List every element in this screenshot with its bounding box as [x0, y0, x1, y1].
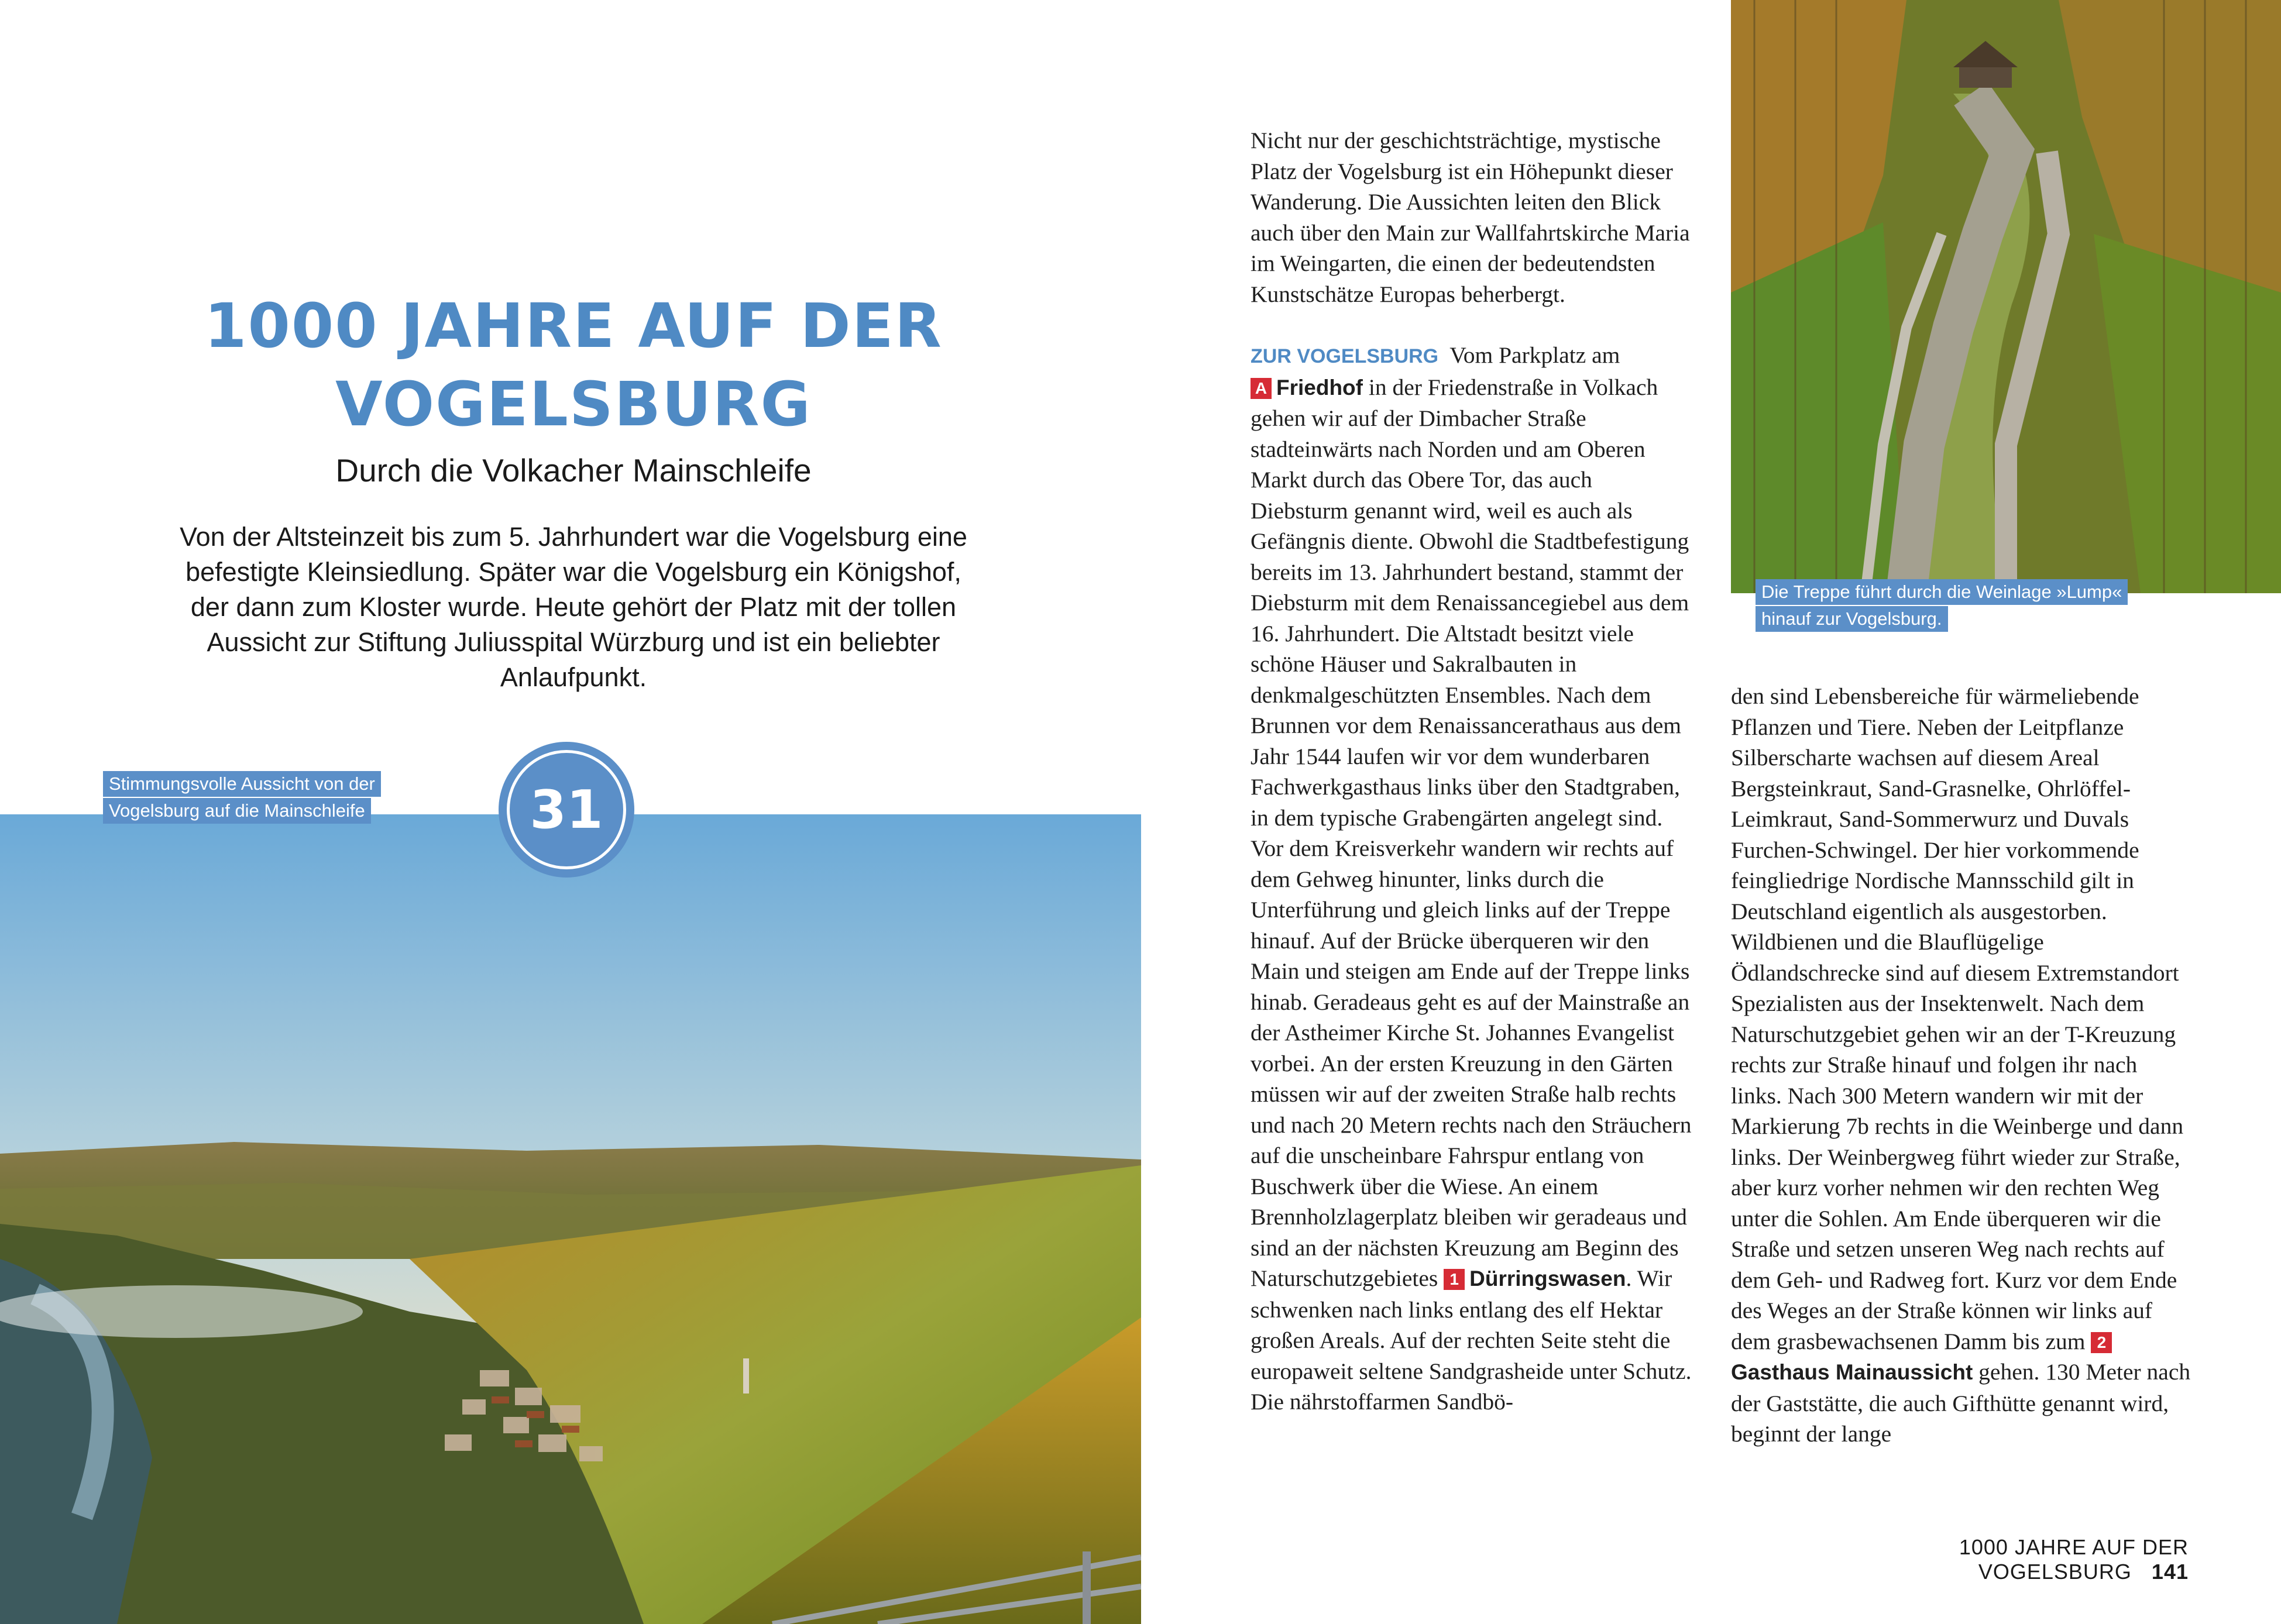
chapter-title-line-2: VOGELSBURG — [335, 369, 812, 440]
waypoint-name-1: Dürringswasen — [1469, 1267, 1626, 1291]
left-caption-line-1: Stimmungsvolle Aussicht von der — [103, 771, 381, 797]
text-column-right — [1731, 681, 2193, 1450]
vineyard-stairs-photo — [1731, 0, 2281, 593]
tour-number: 31 — [507, 750, 626, 869]
waypoint-marker-a: A — [1251, 378, 1272, 399]
route-text-a: Vom Parkplatz am — [1449, 342, 1620, 368]
route-text-b: in der Friedenstraße in Volkach gehen wir auf der Dimbacher Straße stadteinwärts nach Norden und am Oberen Markt durch das Obere Tor, das auch Diebsturm genannt wird, weil es auch als Gefängnis diente. Obwohl die Stadtbefestigung bereits im 13. Jahrhundert bestand, stammt der Diebsturm mit dem Renaissancegiebel aus dem 16. Jahrhundert. Die Altstadt besitzt viele schöne Häuser und Sakralbauten in denkmalgeschützten Ensembles. Nach dem Brunnen vor dem Renaissancerathaus aus dem Jahr 1544 laufen wir vor dem wunderbaren Fachwerkgasthaus links über den Stadtgraben, in dem typische Grabengärten angelegt sind. Vor dem Kreisverkehr wandern wir rechts auf dem Gehweg hinunter, links durch die Unterführung und gleich links auf der Treppe hinauf. Auf der Brücke überqueren wir den Main und steigen am Ende auf der Treppe links hinab. Geradeaus geht es auf der Mainstraße an der Astheimer Kirche St. Johannes Evangelist vorbei. An der ersten Kreuzung in den Gärten müssen wir auf der zweiten Straße halb rechts und nach 20 Metern rechts nach den Sträuchern auf die unscheinbare Fahrspur entlang von Buschwerk über die Wiese. An einem Brennholzlagerplatz bleiben wir geradeaus und sind an der nächsten Kreuzung am Beginn des Naturschutzgebietes — [1251, 374, 1692, 1291]
page-number: 141 — [2151, 1560, 2189, 1584]
continuation-text-a: den sind Lebensbereiche für wärmeliebende Pflanzen und Tiere. Neben der Leitpflanze Silberscharte wachsen auf diesem Areal Bergsteinkraut, Sand-Grasnelke, Ohrlöffel-Leimkraut, Sand-Sommerwurz und Duvals Furchen-Schwingel. Der hier vorkommende feingliedrige Nordische Mannsschild gilt in Deutschland eigentlich als ausgestorben. Wildbienen und die Blauflügelige Ödlandschrecke sind auf diesem Extremstandort Spezialisten aus der Insektenwelt. Nach dem Naturschutzgebiet gehen wir an der T-Kreuzung rechts zur Straße hinauf und folgen ihr nach links. Nach 300 Metern wandern wir mit der Markierung 7b rechts in die Weinberge und dann links. Der Weinbergweg führt wieder zur Straße, aber kurz vorher nehmen wir den rechten Weg unter die Sohlen. Am Ende überqueren wir die Straße und setzen unseren Weg nach rechts auf dem Geh- und Radweg fort. Kurz vor dem Ende des Weges an der Straße können wir links auf dem grasbewachsenen Damm bis zum — [1731, 683, 2184, 1354]
left-photo-caption — [103, 771, 381, 825]
left-caption-line-2: Vogelsburg auf die Mainschleife — [103, 798, 371, 824]
section-run-in-heading: ZUR VOGELSBURG — [1251, 345, 1439, 367]
intro-text: Von der Altsteinzeit bis zum 5. Jahrhundert war die Vogelsburg eine befestigte Kleinsiedlung. Später war die Vogelsburg ein Königshof, der dann zum Kloster wurde. Heute gehört der Platz mit der tollen Aussicht zur Stiftung Juliusspital Würzburg und ist ein beliebter Anlaufpunkt. — [180, 522, 967, 692]
page-footer — [1767, 1535, 2189, 1584]
right-photo-caption — [1756, 579, 2128, 633]
intro-paragraph: Nicht nur der geschichtsträchtige, mystische Platz der Vogelsburg ist ein Höhepunkt dieser Wanderung. Die Aussichten leiten den Blick auch über den Main zur Wallfahrtskirche Maria im Weingarten, die einen der bedeutendsten Kunstschätze Europas beherbergt. — [1251, 128, 1690, 307]
text-column-middle — [1251, 125, 1695, 1417]
waypoint-name-a: Friedhof — [1276, 375, 1363, 400]
route-paragraph — [1251, 340, 1695, 1417]
tour-number-badge — [499, 742, 634, 878]
continuation-text-b: gehen. 130 Meter nach der Gaststätte, die auch Gifthütte genannt wird, beginnt der lange — [1731, 1359, 2191, 1447]
right-caption-line-2: hinauf zur Vogelsburg. — [1756, 606, 1948, 632]
chapter-title — [176, 287, 971, 443]
vineyard-valley-photo — [0, 814, 1141, 1624]
waypoint-name-2: Gasthaus Mainaussicht — [1731, 1360, 1973, 1384]
running-title: 1000 JAHRE AUF DER VOGELSBURG — [1959, 1535, 2189, 1584]
route-text-c: . Wir schwenken nach links entlang des elf Hektar großen Areals. Auf der rechten Seite steht die europaweit seltene Sandgrasheide unter Schutz. Die nährstoffarmen Sandbö- — [1251, 1265, 1692, 1415]
chapter-title-line-1: 1000 JAHRE AUF DER — [204, 290, 943, 362]
waypoint-marker-2: 2 — [2091, 1332, 2112, 1353]
continuation-paragraph — [1731, 681, 2193, 1450]
right-caption-line-1: Die Treppe führt durch die Weinlage »Lump« — [1756, 579, 2128, 605]
waypoint-marker-1: 1 — [1444, 1269, 1465, 1290]
chapter-subtitle: Durch die Volkacher Mainschleife — [335, 452, 812, 488]
